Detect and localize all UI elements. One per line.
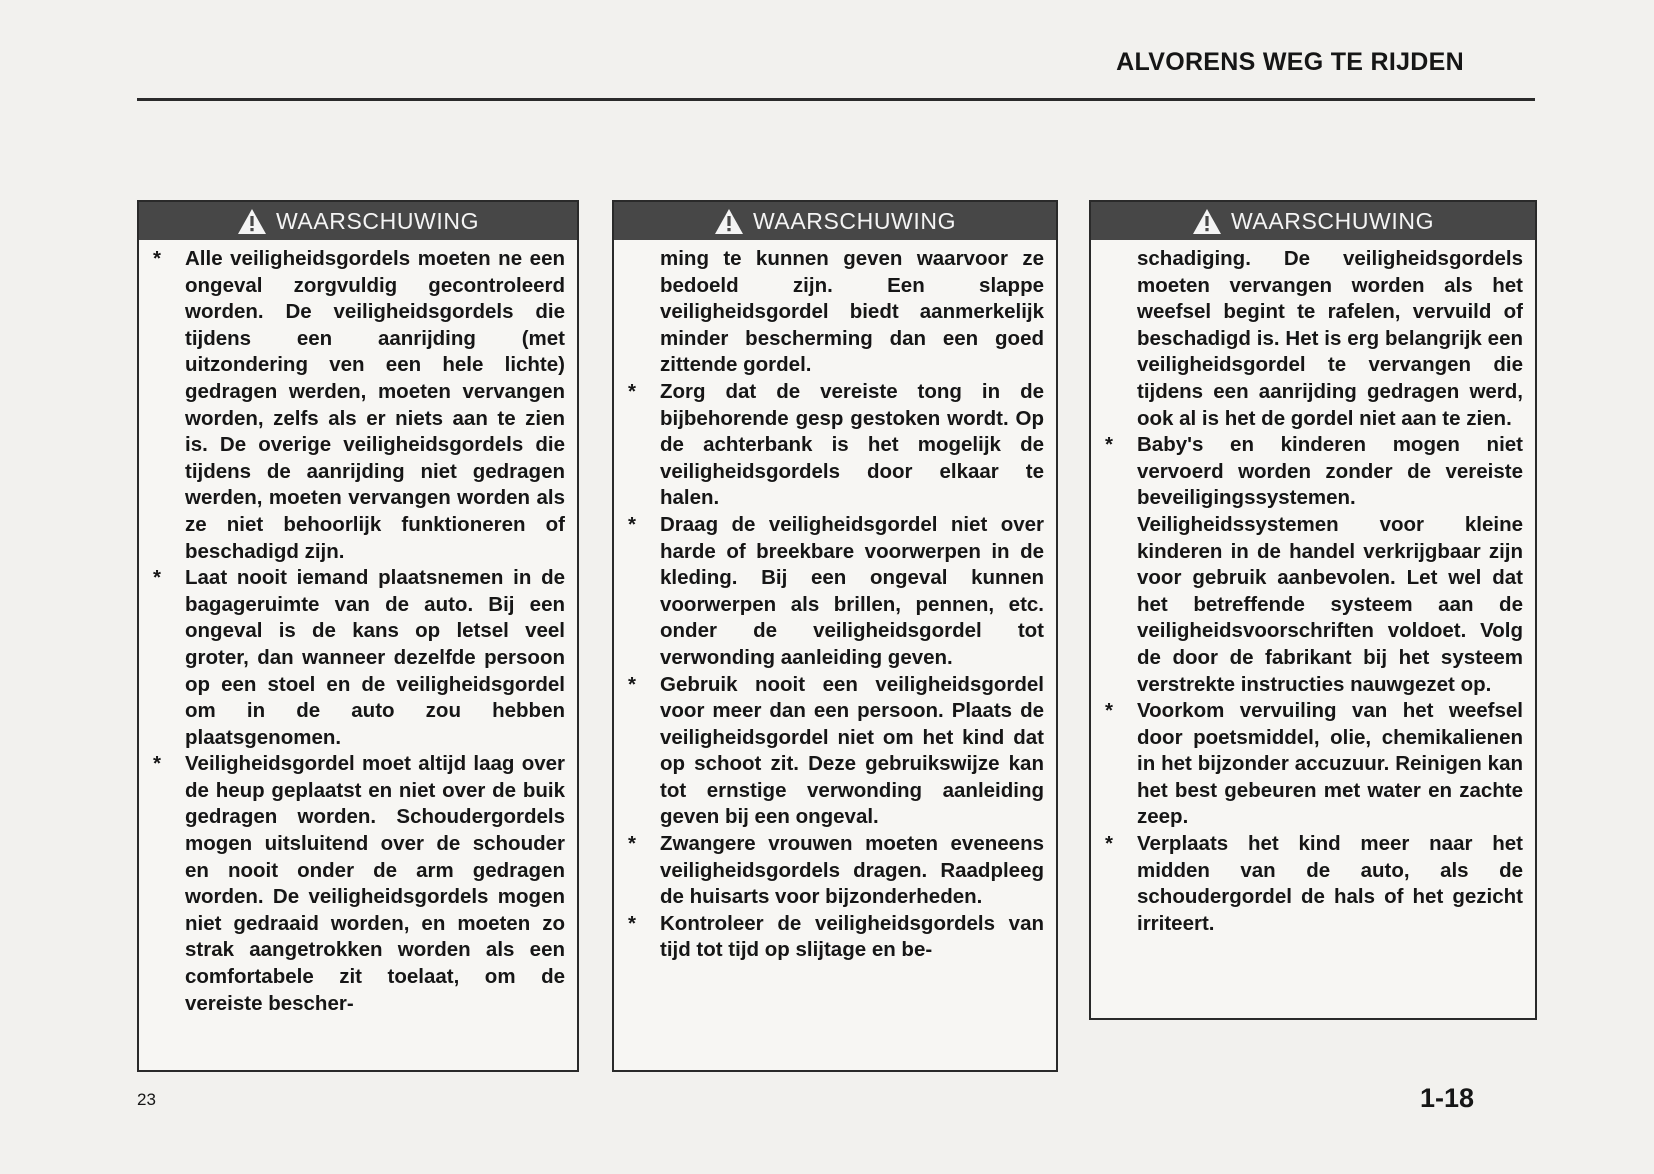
warning-triangle-icon — [1192, 208, 1222, 235]
warning-label: WAARSCHUWING — [1230, 207, 1435, 234]
warning-text: ming te kunnen geven waarvoor ze bedoeld zijn. Een slappe veiligheidsgordel biedt aanmerkelijk minder bescherming dan een goed zittende gordel. — [660, 247, 1044, 377]
warning-body — [614, 240, 1056, 970]
bullet-asterisk: * — [628, 672, 636, 696]
page-number-right: 1-18 — [1419, 1083, 1474, 1113]
warning-item — [153, 751, 565, 1017]
warning-label: WAARSCHUWING — [752, 207, 957, 234]
bullet-asterisk: * — [628, 512, 636, 536]
warning-item — [628, 379, 1044, 512]
bullet-asterisk: * — [153, 247, 161, 270]
warning-item — [153, 246, 565, 565]
warning-item — [153, 565, 565, 751]
warning-text: Kontroleer de veiligheidsgordels van tijd tot tijd op slijtage en be- — [660, 911, 1044, 962]
warning-item — [1105, 831, 1523, 937]
section-title: ALVORENS WEG TE RIJDEN — [1116, 48, 1464, 76]
warning-text: Gebruik nooit een veiligheidsgordel voor meer dan een persoon. Plaats de veiligheidsgordel niet om het kind dat op schoot zit. Deze gebruikswijze kan tot ernstige verwonding aanleiding geven bij een ongeval. — [660, 672, 1044, 829]
warning-box-2 — [612, 200, 1058, 1072]
warning-label: WAARSCHUWING — [275, 207, 480, 234]
warning-item — [1105, 698, 1523, 831]
warning-text: schadiging. De veiligheidsgordels moeten vervangen worden als het weefsel begint te rafelen, vervuild of beschadigd is. Het is erg belangrijk een veiligheidsgordel te vervangen die tijdens een aanrijding gedragen werd, ook al is het de gordel niet aan te zien. — [1137, 247, 1523, 430]
warning-text: Alle veiligheidsgordels moeten ne een ongeval zorgvuldig gecontroleerd worden. De veiligheidsgordels die tijdens een aanrijding (met uitzondering ven een hele lichte) gedragen werden, moeten vervangen worden, zelfs als er niets aan te zien is. De overige veiligheidsgordels die tijdens de aanrijding niet gedragen werden, moeten vervangen worden als ze niet behoorlijk funktioneren of beschadigd zijn. — [185, 247, 565, 563]
warning-box-3 — [1089, 200, 1537, 1020]
warning-item — [628, 246, 1044, 379]
bullet-asterisk: * — [628, 379, 636, 403]
bullet-spacer — [1105, 246, 1137, 432]
warning-item — [628, 911, 1044, 964]
bullet-spacer — [628, 246, 660, 379]
warning-item — [1105, 246, 1523, 432]
bullet-asterisk: * — [153, 566, 161, 590]
warning-text: Zorg dat de vereiste tong in de bijbehorende gesp gestoken wordt. Op de achterbank is het mogelijk de veiligheidsgordels door elkaar te halen. — [660, 379, 1044, 510]
warning-text: Zwangere vrouwen moeten eveneens veiligheidsgordels dragen. Raadpleeg de huisarts voor bijzonderheden. — [660, 832, 1044, 909]
warning-triangle-icon — [714, 208, 744, 235]
warning-header — [139, 202, 577, 240]
bullet-asterisk: * — [1105, 699, 1113, 723]
warning-item — [628, 512, 1044, 672]
warning-text: Veiligheidsgordel moet altijd laag over de heup geplaatst en niet over de buik gedragen worden. Schoudergordels mogen uitsluitend over de schouder en nooit onder de arm gedragen worden. De veiligheidsgordels mogen niet gedraaid worden, en moeten zo strak aangetrokken worden als een comfortabele zit toelaat, om de vereiste bescher- — [185, 752, 565, 1015]
warning-text: Verplaats het kind meer naar het midden van de auto, als de schoudergordel de hals of het gezicht irriteert. — [1137, 832, 1523, 935]
warning-item — [628, 672, 1044, 832]
page-number-left: 23 — [137, 1090, 156, 1109]
warning-text: Voorkom vervuiling van het weefsel door poetsmiddel, olie, chemikalienen in het bijzonder accuzuur. Reinigen kan het best gebeuren met water en zachte zeep. — [1137, 699, 1523, 829]
warning-item — [1105, 432, 1523, 698]
bullet-asterisk: * — [628, 911, 636, 935]
warning-triangle-icon — [237, 208, 267, 235]
bullet-asterisk: * — [628, 832, 636, 856]
warning-text: Draag de veiligheidsgordel niet over harde of breekbare voorwerpen in de kleding. Bij een ongeval kunnen voorwerpen als brillen, pennen, etc. onder de veiligheidsgordel tot verwonding aanleiding geven. — [660, 512, 1044, 669]
warning-text: Laat nooit iemand plaatsnemen in de bagageruimte van de auto. Bij een ongeval is de kans op letsel veel groter, dan wanneer dezelfde persoon op een stoel en de veiligheidsgordel om in de auto zou hebben plaatsgenomen. — [185, 566, 565, 749]
bullet-asterisk: * — [153, 752, 161, 776]
warning-body — [139, 240, 577, 1023]
warning-box-1 — [137, 200, 579, 1072]
warning-body — [1091, 240, 1535, 943]
warning-item — [628, 831, 1044, 911]
bullet-asterisk: * — [1105, 433, 1113, 457]
header-rule — [137, 98, 1535, 101]
warning-text: Baby's en kinderen mogen niet vervoerd worden zonder de vereiste beveiligingssystemen. Veiligheidssystemen voor kleine kinderen in de handel verkrijgbaar zijn voor gebruik aanbevolen. Let wel dat het betreffende systeem aan de veiligheidsvoorschriften voldoet. Volg de door de fabrikant bij het systeem verstrekte instructies nauwgezet op. — [1137, 433, 1523, 696]
warning-header — [1091, 202, 1535, 240]
warning-header — [614, 202, 1056, 240]
bullet-asterisk: * — [1105, 832, 1113, 856]
